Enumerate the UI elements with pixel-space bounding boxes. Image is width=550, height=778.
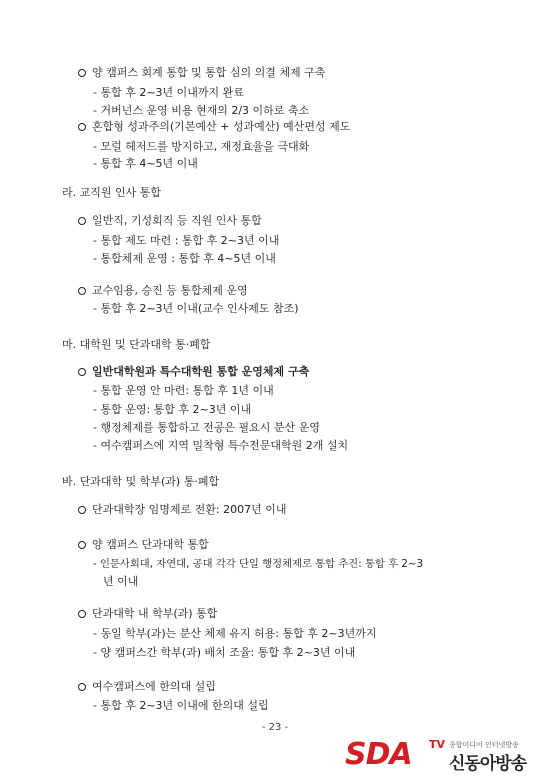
sub-item: - 통합체제 운영 : 통합 후 4~5년 이내 <box>93 252 276 265</box>
bullet-item: 단과대학장 임명제로 전환: 2007년 이내 <box>78 503 286 517</box>
circle-bullet-icon <box>78 610 86 618</box>
broadcaster-logo <box>345 738 545 772</box>
sub-item: - 통합 후 2~3년 이내까지 완료 <box>93 86 244 99</box>
sub-item: - 통합 후 2~3년 이내(교수 인사제도 참조) <box>93 302 299 315</box>
circle-bullet-icon <box>78 69 86 77</box>
logo-mark: SDA <box>345 737 412 772</box>
circle-bullet-icon <box>78 683 86 691</box>
bullet-item: 교수임용, 승진 등 통합체제 운영 <box>78 284 248 298</box>
logo-tv: TV <box>429 738 446 751</box>
sub-item: - 인문사회대, 자연대, 공대 각각 단일 행정체제로 통합 추진: 통합 후 2~3 <box>93 558 424 570</box>
circle-bullet-icon <box>78 506 86 514</box>
circle-bullet-icon <box>78 541 86 549</box>
bullet-item: 여수캠퍼스에 한의대 설립 <box>78 680 216 694</box>
section-heading: 라. 교직원 인사 통합 <box>62 186 161 199</box>
sub-item: - 행정체제를 통합하고 전공은 필요시 분산 운영 <box>93 421 320 434</box>
circle-bullet-icon <box>78 123 86 131</box>
bullet-item: 일반대학원과 특수대학원 통합 운영체제 구축 <box>78 365 309 379</box>
sub-item: - 통합 운영 안 마련: 통합 후 1년 이내 <box>93 384 274 397</box>
sub-item: - 통합 제도 마련 : 통합 후 2~3년 이내 <box>93 234 280 247</box>
sub-item: - 통합 운영: 통합 후 2~3년 이내 <box>93 403 252 416</box>
sub-item: - 여수캠퍼스에 지역 밀착형 특수전문대학원 2개 설치 <box>93 439 349 452</box>
logo-name: 신동아방송 <box>449 754 527 774</box>
sub-item: - 양 캠퍼스간 학부(과) 배치 조율: 통합 후 2~3년 이내 <box>93 646 356 659</box>
circle-bullet-icon <box>78 368 86 376</box>
circle-bullet-icon <box>78 217 86 225</box>
sub-item: - 거버넌스 운영 비용 현재의 2/3 이하로 축소 <box>93 104 310 117</box>
bullet-item: 단과대학 내 학부(과) 통합 <box>78 607 217 621</box>
sub-item-continuation: 년 이내 <box>103 575 139 588</box>
bullet-item: 양 캠퍼스 회계 통합 및 통합 심의 의결 체제 구축 <box>78 66 325 80</box>
sub-item: - 통합 후 4~5년 이내 <box>93 157 198 170</box>
logo-tagline: 종합미디어 인터넷방송 <box>449 741 519 749</box>
circle-bullet-icon <box>78 287 86 295</box>
page-number: - 23 - <box>261 722 289 733</box>
section-heading: 마. 대학원 및 단과대학 통·폐합 <box>62 338 211 351</box>
bullet-item: 일반직, 기성회직 등 직원 인사 통합 <box>78 214 262 228</box>
sub-item: - 동일 학부(과)는 분산 체제 유지 허용: 통합 후 2~3년까지 <box>93 627 377 640</box>
sub-item: - 통합 후 2~3년 이내에 한의대 설립 <box>93 699 269 712</box>
bullet-item: 혼합형 성과주의(기본예산 + 성과예산) 예산편성 제도 <box>78 120 350 134</box>
bullet-item: 양 캠퍼스 단과대학 통합 <box>78 538 209 552</box>
section-heading: 바. 단과대학 및 학부(과) 통·폐합 <box>62 475 220 488</box>
sub-item: - 모럴 헤저드를 방지하고, 재정효율을 극대화 <box>93 140 310 153</box>
